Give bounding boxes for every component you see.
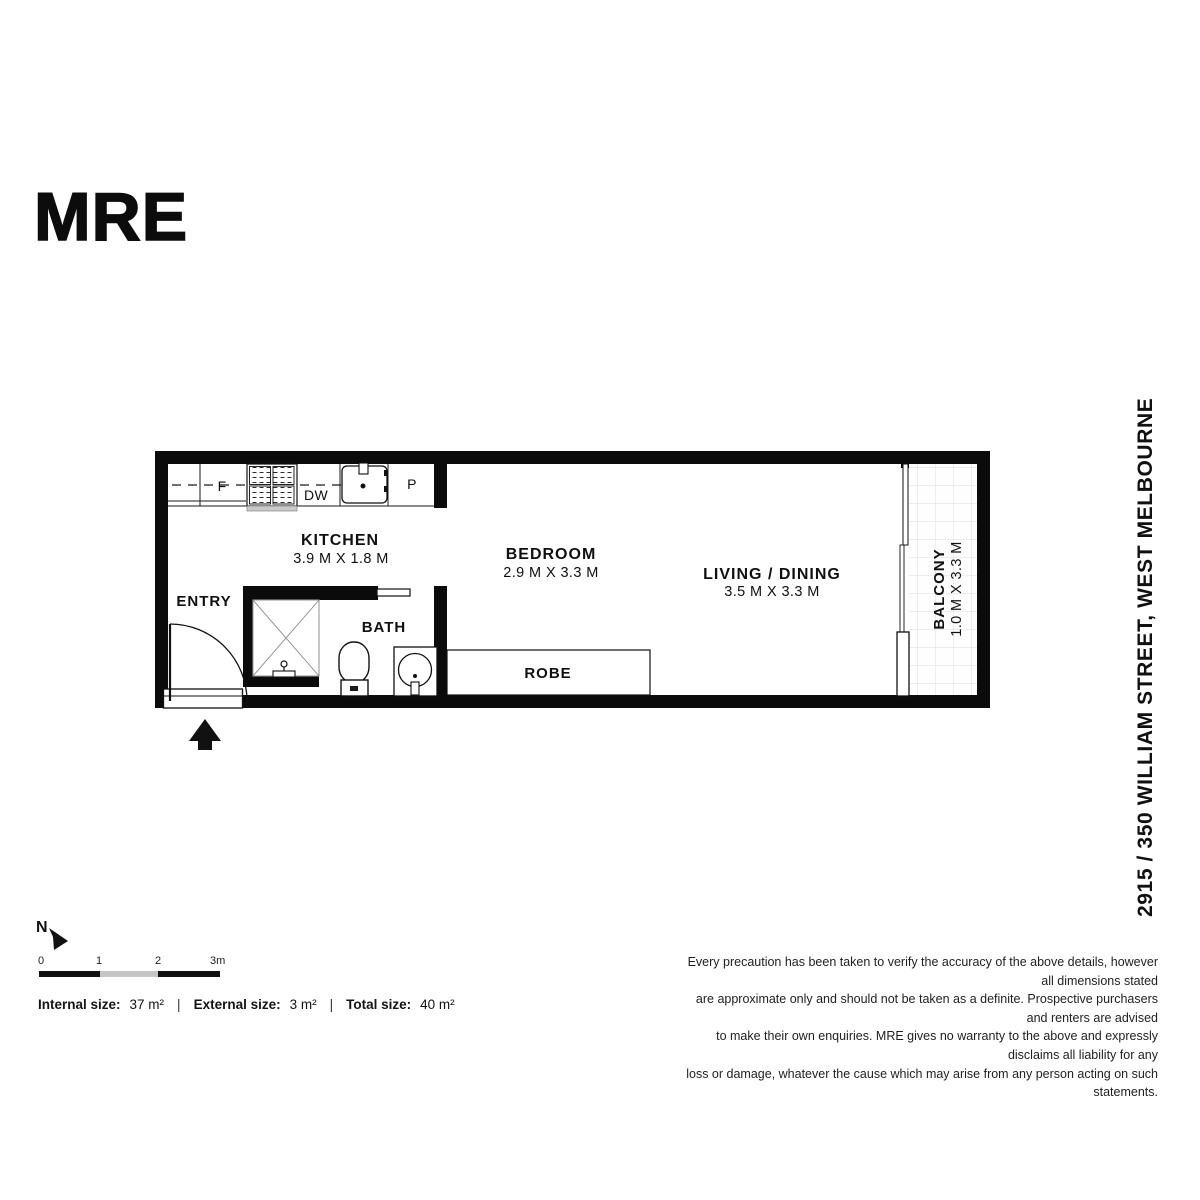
basin xyxy=(394,647,437,696)
kitchen-counter xyxy=(168,464,434,506)
toilet xyxy=(339,642,369,696)
disclaimer-line: loss or damage, whatever the cause which may arise from any person acting on such statements. xyxy=(686,1066,1158,1100)
bath-door-rail xyxy=(377,589,410,596)
wall-shower-left xyxy=(243,600,253,680)
disclaimer-text xyxy=(678,953,1158,1102)
external-size-value: 3 m² xyxy=(289,997,317,1012)
external-size-label: External size: xyxy=(193,997,281,1012)
scale-tick-0: 0 xyxy=(38,955,45,967)
balcony-dims: 1.0 M X 3.3 M xyxy=(949,541,965,637)
north-arrow-icon xyxy=(44,925,74,955)
scale-bar xyxy=(38,955,228,981)
wall-bottom xyxy=(155,695,990,708)
disclaimer-line: to make their own enquiries. MRE gives no warranty to the above and expressly disclaims all liability for any xyxy=(716,1029,1158,1062)
shower-head-icon xyxy=(281,661,287,667)
entry-arrow-icon xyxy=(189,719,221,750)
bedroom-dims: 2.9 M X 3.3 M xyxy=(503,565,599,581)
cooktop xyxy=(247,464,297,511)
robe-label: ROBE xyxy=(524,665,572,682)
mre-logo: MRE xyxy=(34,179,189,255)
kitchen-dims: 3.9 M X 1.8 M xyxy=(293,551,389,567)
shower xyxy=(253,600,319,677)
disclaimer-line: are approximate only and should not be taken as a definite. Prospective purchasers and renters are advised xyxy=(695,992,1158,1025)
wall-kitchen-bedroom-upper xyxy=(434,463,447,508)
fridge-label: F xyxy=(217,478,227,494)
balcony-label: BALCONY xyxy=(931,548,948,630)
floor-plan-drawing xyxy=(150,438,1000,760)
pantry-label: P xyxy=(407,476,417,492)
property-address: 2915 / 350 WILLIAM STREET, WEST MELBOURNE xyxy=(1134,397,1157,917)
entry-threshold xyxy=(163,689,243,709)
bedroom-label: BEDROOM xyxy=(505,546,597,563)
north-label: N xyxy=(36,919,48,936)
scale-tick-1: 1 xyxy=(96,955,103,967)
total-size-label: Total size: xyxy=(346,997,412,1012)
total-size-value: 40 m² xyxy=(420,997,455,1012)
sink-tap xyxy=(359,463,368,474)
scale-tick-3: 3m xyxy=(210,955,226,967)
separator: | xyxy=(177,997,181,1012)
living-dims: 3.5 M X 3.3 M xyxy=(724,584,820,600)
kitchen-sink xyxy=(342,463,388,503)
internal-size-label: Internal size: xyxy=(38,997,121,1012)
area-sizes xyxy=(38,997,455,1012)
wall-right xyxy=(977,451,990,708)
wall-top xyxy=(155,451,990,464)
internal-size-value: 37 m² xyxy=(129,997,165,1012)
separator: | xyxy=(329,997,334,1012)
wall-shower-bottom xyxy=(243,676,319,687)
balcony-sliding-door xyxy=(897,464,909,696)
wall-bath-top xyxy=(243,586,378,600)
oven-front xyxy=(247,506,297,511)
wall-left xyxy=(155,451,168,708)
kitchen-label: KITCHEN xyxy=(300,532,380,549)
bath-label: BATH xyxy=(361,619,407,636)
scale-tick-2: 2 xyxy=(155,955,162,967)
living-label: LIVING / DINING xyxy=(703,566,841,583)
dishwasher-label: DW xyxy=(304,487,328,503)
entry-label: ENTRY xyxy=(176,593,232,610)
disclaimer-line: Every precaution has been taken to verify the accuracy of the above details, however all dimensions stated xyxy=(687,955,1158,988)
scale-bar-segments xyxy=(39,971,220,977)
